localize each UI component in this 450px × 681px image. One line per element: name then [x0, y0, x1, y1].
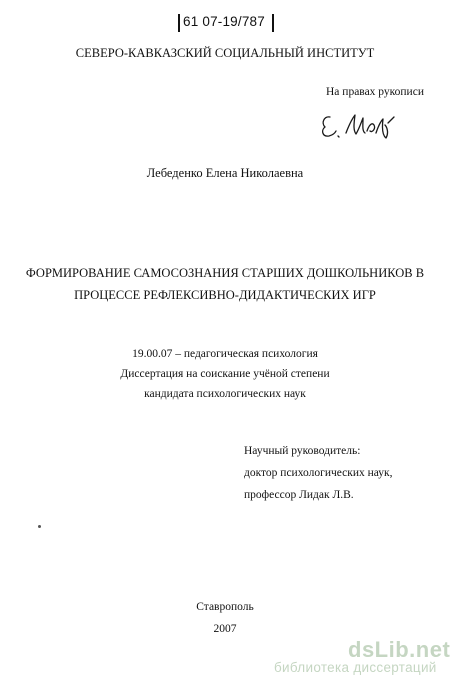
degree-field: кандидата психологических наук	[144, 388, 306, 400]
watermark-logo: dsLib.net	[348, 637, 450, 662]
handwritten-signature	[316, 103, 400, 143]
dissertation-title	[0, 262, 450, 306]
degree-line: Диссертация на соискание учёной степени	[120, 368, 330, 380]
author-name: Лебеденко Елена Николаевна	[146, 166, 304, 180]
scan-speck	[38, 525, 41, 528]
supervisor-degree: доктор психологических наук,	[244, 467, 393, 479]
year: 2007	[213, 623, 237, 635]
watermark-caption: библиотека диссертаций	[274, 660, 437, 675]
institute-name: СЕВЕРО-КАВКАЗСКИЙ СОЦИАЛЬНЫЙ ИНСТИТУТ	[75, 46, 375, 60]
manuscript-rights-note: На правах рукописи	[326, 86, 424, 98]
supervisor-block	[244, 440, 393, 506]
title-line-2: ПРОЦЕССЕ РЕФЛЕКСИВНО-ДИДАКТИЧЕСКИХ ИГР	[74, 288, 376, 302]
place-and-year	[0, 596, 450, 640]
specialty-code: 19.00.07 – педагогическая психология	[132, 348, 318, 360]
archive-stamp-code: 61 07-19/787	[183, 14, 265, 29]
supervisor-heading: Научный руководитель:	[244, 445, 361, 457]
city-name: Ставрополь	[196, 601, 254, 613]
specialty-block	[0, 344, 450, 404]
title-line-1: ФОРМИРОВАНИЕ САМОСОЗНАНИЯ СТАРШИХ ДОШКОЛЬНИКОВ В	[25, 266, 425, 280]
supervisor-name: профессор Лидак Л.В.	[244, 489, 354, 501]
